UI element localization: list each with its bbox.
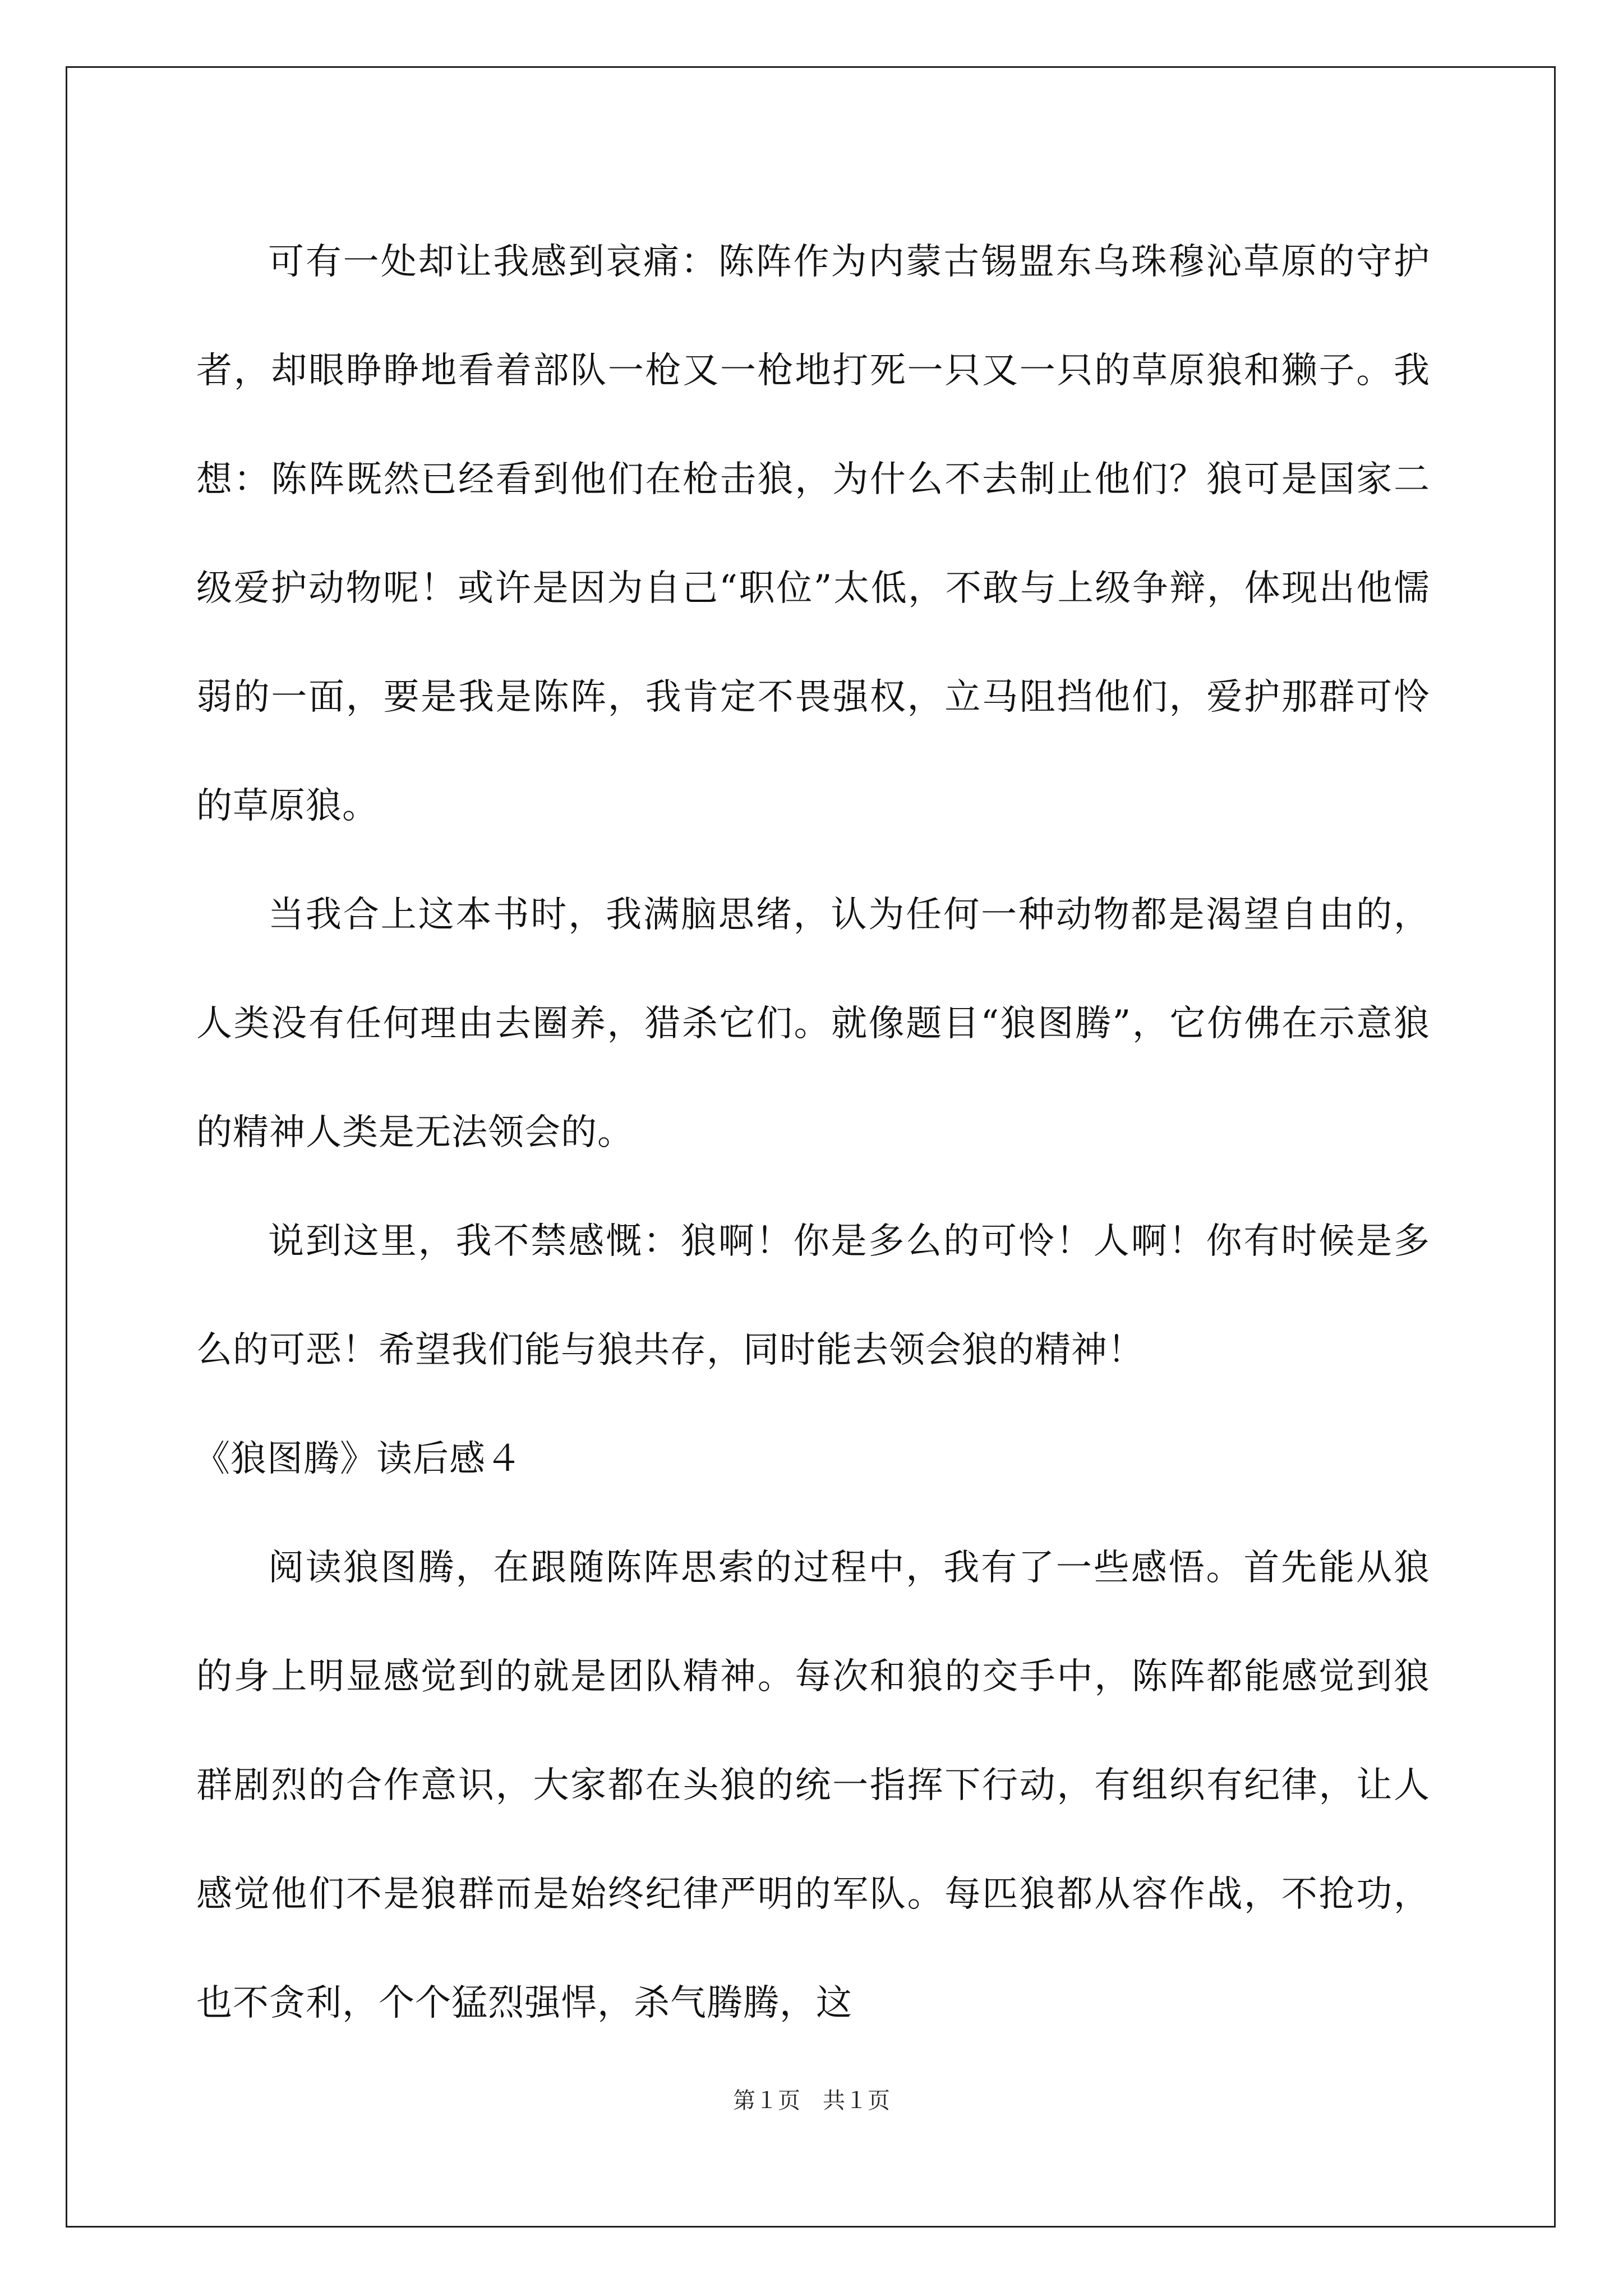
paragraph: 说到这里，我不禁感慨：狼啊！你是多么的可怜！人啊！你有时候是多么的可恶！希望我们能与狼共存，同时能去领会狼的精神！ [196,1221,1430,1371]
page-total: 共１页 [823,2088,890,2114]
page-number: 第１页 [733,2088,800,2114]
paragraph: 阅读狼图腾，在跟随陈阵思索的过程中，我有了一些感悟。首先能从狼的身上明显感觉到的就是团队精神。每次和狼的交手中，陈阵都能感觉到狼群剧烈的合作意识，大家都在头狼的统一指挥下行动，有组织有纪律，让人感觉他们不是狼群而是始终纪律严明的军队。每匹狼都从容作战，不抢功，也不贪利，个个猛烈强悍，杀气腾腾，这 [196,1547,1430,2024]
paragraph: 可有一处却让我感到哀痛：陈阵作为内蒙古锡盟东乌珠穆沁草原的守护者，却眼睁睁地看着部队一枪又一枪地打死一只又一只的草原狼和獭子。我想：陈阵既然已经看到他们在枪击狼，为什么不去制止他们？狼可是国家二级爱护动物呢！或许是因为自己“职位”太低，不敢与上级争辩，体现出他懦弱的一面，要是我是陈阵，我肯定不畏强权，立马阻挡他们，爱护那群可怜的草原狼。 [196,241,1430,827]
paragraph: 当我合上这本书时，我满脑思绪，认为任何一种动物都是渴望自由的，人类没有任何理由去圈养，猎杀它们。就像题目“狼图腾”，它仿佛在示意狼的精神人类是无法领会的。 [196,894,1430,1153]
section-heading: 《狼图腾》读后感４ [194,1438,522,1480]
document-body [196,208,1430,2058]
page-footer [0,2084,1623,2118]
